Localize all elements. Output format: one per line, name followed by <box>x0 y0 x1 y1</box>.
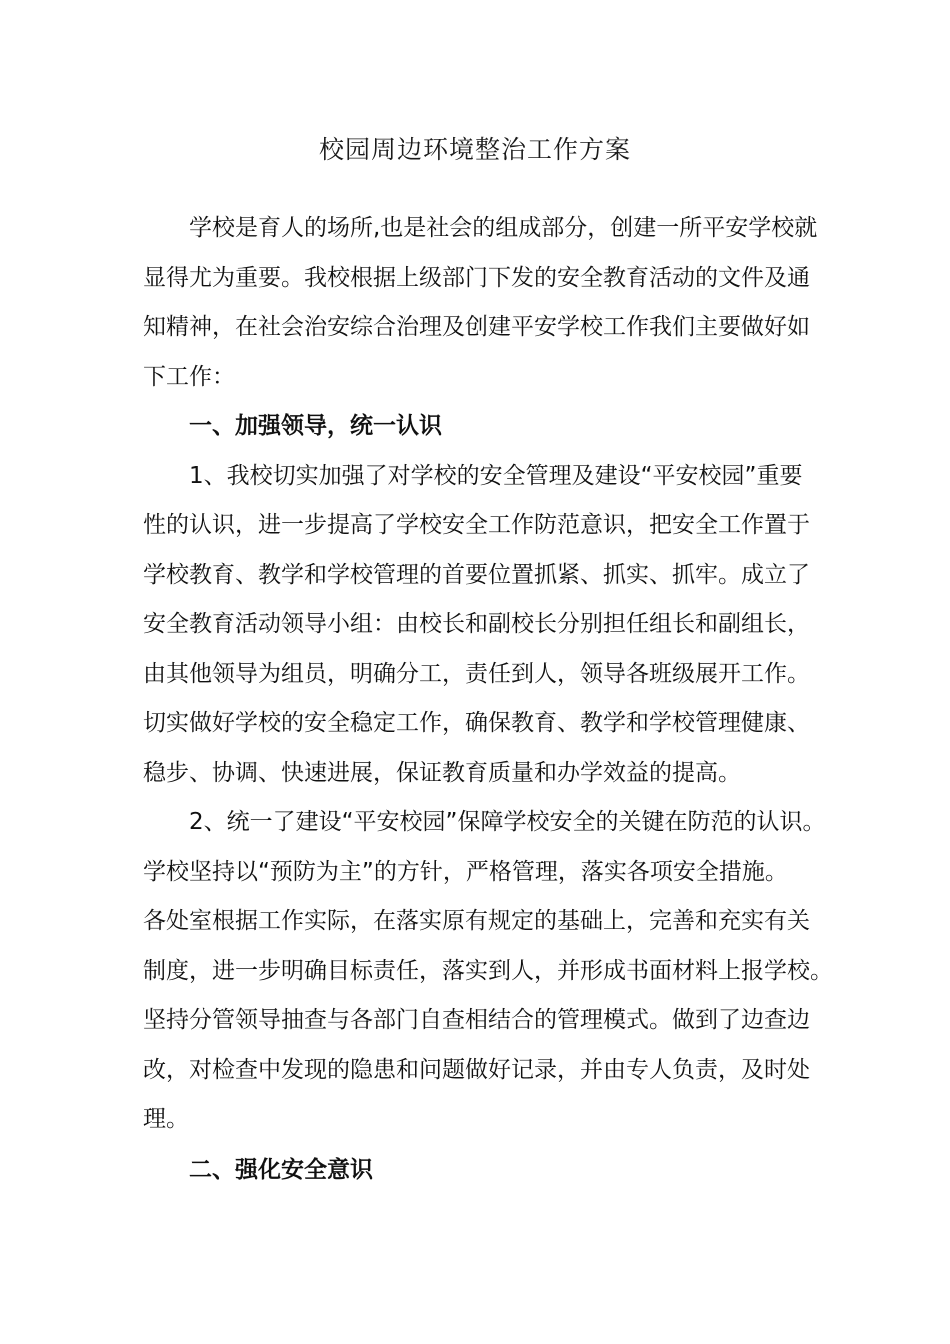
document-title: 校园周边环境整治工作方案 <box>318 135 631 164</box>
paragraph-line: 制度，进一步明确目标责任，落实到人，并形成书面材料上报学校。 <box>143 958 833 984</box>
paragraph-line: 安全教育活动领导小组：由校长和副校长分别担任组长和副组长， <box>143 611 810 637</box>
paragraph-line: 2、统一了建设“平安校园”保障学校安全的关键在防范的认识。 <box>189 809 826 835</box>
paragraph-line: 坚持分管领导抽查与各部门自查相结合的管理模式。做到了边查边 <box>143 1007 810 1033</box>
paragraph-line: 稳步、协调、快速进展，保证教育质量和办学效益的提高。 <box>143 760 741 786</box>
section-heading: 一、加强领导，统一认识 <box>189 413 442 439</box>
section-heading: 二、强化安全意识 <box>189 1157 373 1183</box>
paragraph-line: 改，对检查中发现的隐患和问题做好记录，并由专人负责，及时处 <box>143 1057 810 1083</box>
paragraph-line: 学校是育人的场所,也是社会的组成部分，创建一所平安学校就 <box>189 215 818 241</box>
paragraph-line: 学校坚持以“预防为主”的方针，严格管理，落实各项安全措施。 <box>143 859 788 885</box>
paragraph-line: 知精神，在社会治安综合治理及创建平安学校工作我们主要做好如 <box>143 314 810 340</box>
paragraph-line: 1、我校切实加强了对学校的安全管理及建设“平安校园”重要 <box>189 463 803 489</box>
paragraph-line: 显得尤为重要。我校根据上级部门下发的安全教育活动的文件及通 <box>143 265 810 291</box>
paragraph-line: 由其他领导为组员，明确分工，责任到人，领导各班级展开工作。 <box>143 661 810 687</box>
paragraph-line: 学校教育、教学和学校管理的首要位置抓紧、抓实、抓牢。成立了 <box>143 562 810 588</box>
paragraph-line: 下工作： <box>143 364 235 390</box>
paragraph-line: 性的认识，进一步提高了学校安全工作防范意识，把安全工作置于 <box>143 512 810 538</box>
paragraph-line: 各处室根据工作实际，在落实原有规定的基础上，完善和充实有关 <box>143 908 810 934</box>
paragraph-line: 理。 <box>143 1106 189 1132</box>
paragraph-line: 切实做好学校的安全稳定工作，确保教育、教学和学校管理健康、 <box>143 710 810 736</box>
